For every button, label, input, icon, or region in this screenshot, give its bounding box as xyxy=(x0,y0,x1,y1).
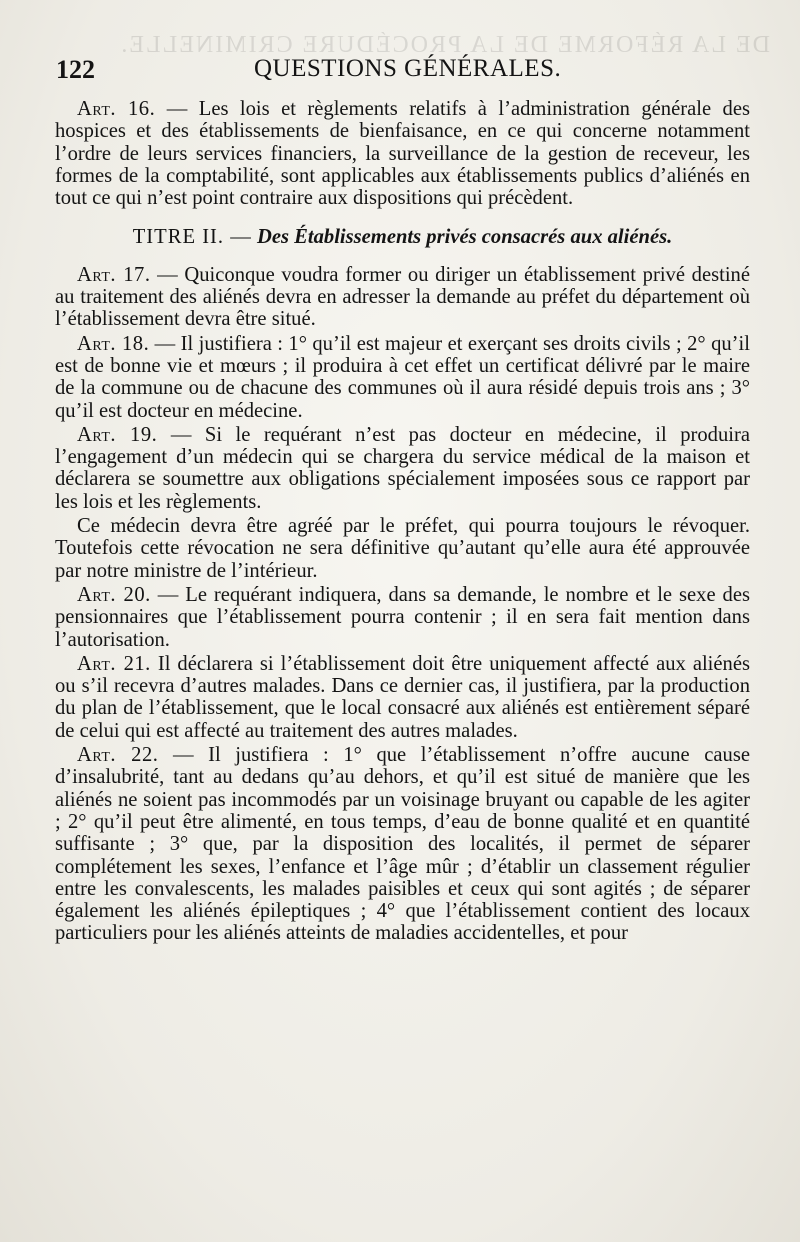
article-label: Art. 16. xyxy=(77,98,156,120)
article-20 xyxy=(55,584,750,651)
article-label: Art. 19. xyxy=(77,423,158,446)
article-text: — Il justifiera : 1° que l’établissement n’offre aucune cause d’insalubrité, tant au dedans qu’au dehors, et qu’il est situé de manière que les aliénés ne soient pas incommodés par un voisinage bruyant ou capable de les agiter ; 2° qu’il peut être alimenté, en tous temps, d’eau de bonne qualité et en quantité suffisante ; 3° que, par la disposition des localités, il permet de séparer complétement les sexes, l’enfance et l’âge mûr ; d’établir un classement régulier entre les convalescents, les malades paisibles et ceux qui sont agités ; de séparer également les aliénés épileptiques ; 4° que l’établissement contient des locaux particuliers pour les aliénés atteints de maladies accidentelles, et pour xyxy=(55,744,750,945)
article-label: Art. 21. xyxy=(77,652,151,675)
article-text: — Si le requérant n’est pas docteur en médecine, il produira l’engagement d’un médecin qui se chargera du service médical de la maison et déclarera se soumettre aux obligations spécialement imposées sous ce rapport par les lois et les règlements. xyxy=(55,423,750,513)
article-text: — Les lois et règlements relatifs à l’administration générale des hospices et des établissements de bienfaisance, en ce qui concerne notamment l’ordre de leurs services financiers, la surveillance de la gestion de receveur, les formes de la comptabilité, sont applicables aux établissements publics d’aliénés en tout ce qui n’est point contraire aux dispositions qui précèdent. xyxy=(55,98,750,210)
article-label: Art. 17. xyxy=(77,263,151,286)
article-16 xyxy=(55,98,750,209)
section-title xyxy=(55,226,750,248)
article-19-paragraph-2: Ce médecin devra être agréé par le préfet, qui pourra toujours le révoquer. Toutefois cette révocation ne sera définitive qu’autant qu’elle aura été approuvée par notre ministre de l’intérieur. xyxy=(55,515,750,582)
article-label: Art. 18. xyxy=(77,332,150,355)
article-22 xyxy=(55,744,750,945)
bleed-through-text: DE LA RÉFORME DE LA PROCÉDURE CRIMINELLE. xyxy=(119,32,770,58)
section-title-text: Des Établissements privés consacrés aux aliénés. xyxy=(256,226,673,249)
running-title: QUESTIONS GÉNÉRALES. xyxy=(254,55,562,82)
article-19 xyxy=(55,424,750,513)
article-label: Art. 22. xyxy=(77,744,159,767)
page-header xyxy=(56,55,746,89)
article-text: Il déclarera si l’établissement doit être uniquement affecté aux aliénés ou s’il recevra d’autres malades. Dans ce dernier cas, il justifiera, par la production du plan de l’établissement, que le local consacré aux aliénés est entièrement séparé de celui qui est affecté au traitement des autres malades. xyxy=(55,652,750,742)
article-text: — Le requérant indiquera, dans sa demande, le nombre et le sexe des pensionnaires que l’établissement pourra contenir ; il en sera fait mention dans l’autorisation. xyxy=(55,583,750,651)
page-body xyxy=(55,98,750,945)
page-number: 122 xyxy=(56,55,95,84)
article-18 xyxy=(55,333,750,422)
article-17 xyxy=(55,264,750,331)
article-label: Art. 20. xyxy=(77,583,151,606)
article-21 xyxy=(55,653,750,742)
article-text: — Il justifiera : 1° qu’il est majeur et exerçant ses droits civils ; 2° qu’il est de bonne vie et mœurs ; il produira à cet effet un certificat délivré par le maire de la commune ou de chacune des communes où il aura résidé depuis trois ans ; 3° qu’il est docteur en médecine. xyxy=(55,332,750,422)
section-title-label: TITRE II. — xyxy=(132,226,252,249)
article-text: — Quiconque voudra former ou diriger un établissement privé destiné au traitement des aliénés devra en adresser la demande au préfet du département où l’établissement devra être situé. xyxy=(55,263,750,331)
